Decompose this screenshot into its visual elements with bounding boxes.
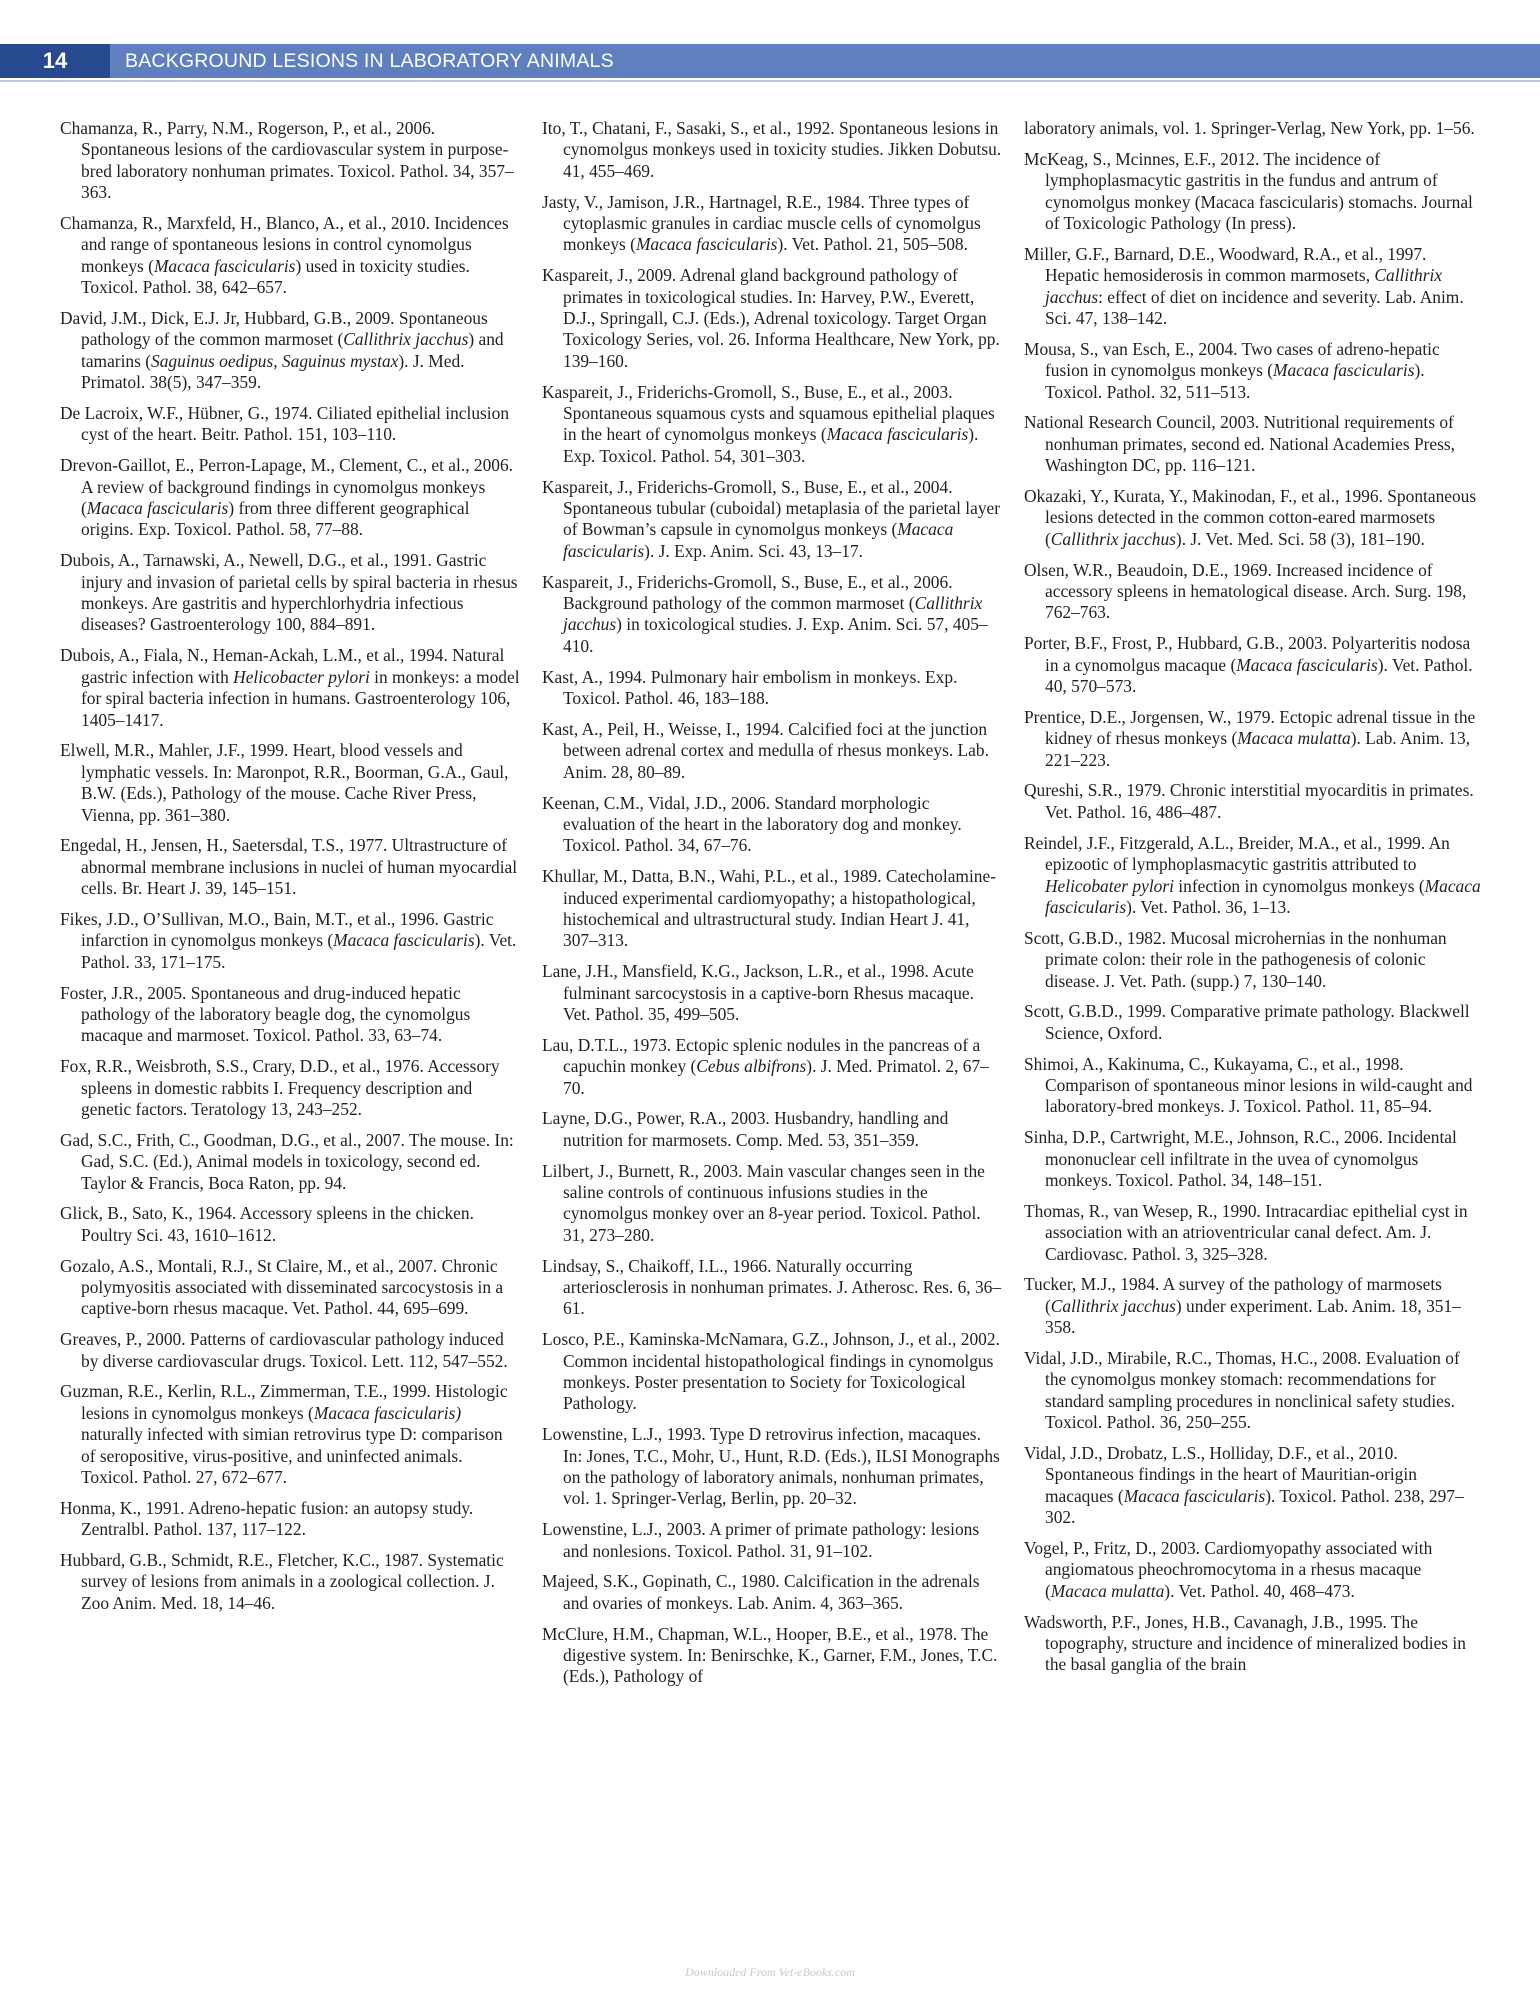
reference-entry: Vidal, J.D., Mirabile, R.C., Thomas, H.C., 2008. Evaluation of the cynomolgus monkey stomach: recommendations for standard sampling procedures in nonclinical safety studies. Toxicol. Pathol. 36, 250–255.	[1024, 1347, 1460, 1433]
running-header	[0, 44, 1540, 78]
header-divider	[0, 80, 1540, 82]
reference-entry: Greaves, P., 2000. Patterns of cardiovascular pathology induced by diverse cardiovascular drugs. Toxicol. Lett. 112, 547–552.	[60, 1329, 508, 1371]
reference-entry: Vogel, P., Fritz, D., 2003. Cardiomyopathy associated with angiomatous pheochromocytoma in a rhesus macaque (Macaca mulatta). Vet. Pathol. 40, 468–473.	[1024, 1537, 1433, 1601]
reference-entry: Engedal, H., Jensen, H., Saetersdal, T.S., 1977. Ultrastructure of abnormal membrane inclusions in nuclei of human myocardial cells. Br. Heart J. 39, 145–151.	[60, 835, 518, 899]
references-column-2	[542, 118, 1002, 1697]
reference-entry: Kaspareit, J., Friderichs-Gromoll, S., Buse, E., et al., 2003. Spontaneous squamous cysts and squamous epithelial plaques in the heart of cynomolgus monkeys (Macaca fascicularis). Exp. Toxicol. Pathol. 54, 301–303.	[542, 381, 995, 466]
reference-entry: Honma, K., 1991. Adreno-hepatic fusion: an autopsy study. Zentralbl. Pathol. 137, 117–122.	[60, 1497, 474, 1540]
reference-entry: laboratory animals, vol. 1. Springer-Verlag, New York, pp. 1–56.	[1024, 118, 1475, 138]
reference-entry: Miller, G.F., Barnard, D.E., Woodward, R.A., et al., 1997. Hepatic hemosiderosis in common marmosets, Callithrix jacchus: effect of diet on incidence and severity. Lab. Anim. Sci. 47, 138–142.	[1024, 243, 1464, 329]
reference-entry: Drevon-Gaillot, E., Perron-Lapage, M., Clement, C., et al., 2006. A review of background findings in cynomolgus monkeys (Macaca fascicularis) from three different geographical origins. Exp. Toxicol. Pathol. 58, 77–88.	[60, 455, 514, 540]
reference-entry: Dubois, A., Tarnawski, A., Newell, D.G., et al., 1991. Gastric injury and invasion of parietal cells by spiral bacteria in rhesus monkeys. Are gastritis and hyperchlorhydria infectious diseases? Gastroenterology 100, 884–891.	[60, 550, 518, 635]
reference-entry: Fikes, J.D., O’Sullivan, M.O., Bain, M.T., et al., 1996. Gastric infarction in cynomolgus monkeys (Macaca fascicularis). Vet. Pathol. 33, 171–175.	[60, 908, 517, 972]
reference-entry: Dubois, A., Fiala, N., Heman-Ackah, L.M., et al., 1994. Natural gastric infection with Helicobacter pylori in monkeys: a model for spiral bacteria infection in humans. Gastroenterology 106, 1405–1417.	[60, 645, 520, 730]
reference-entry: McClure, H.M., Chapman, W.L., Hooper, B.E., et al., 1978. The digestive system. In: Benirschke, K., Garner, F.M., Jones, T.C. (Eds.), Pathology of	[542, 1623, 998, 1687]
references-column-1	[60, 118, 520, 1624]
reference-entry: Shimoi, A., Kakinuma, C., Kukayama, C., et al., 1998. Comparison of spontaneous minor lesions in wild-caught and laboratory-bred monkeys. J. Toxicol. Pathol. 11, 85–94.	[1024, 1053, 1473, 1117]
reference-entry: Ito, T., Chatani, F., Sasaki, S., et al., 1992. Spontaneous lesions in cynomolgus monkeys used in toxicity studies. Jikken Dobutsu. 41, 455–469.	[542, 118, 1002, 181]
reference-entry: Majeed, S.K., Gopinath, C., 1980. Calcification in the adrenals and ovaries of monkeys. Lab. Anim. 4, 363–365.	[542, 1571, 980, 1613]
reference-entry: Tucker, M.J., 1984. A survey of the pathology of marmosets (Callithrix jacchus) under experiment. Lab. Anim. 18, 351–358.	[1024, 1274, 1461, 1338]
reference-entry: Jasty, V., Jamison, J.R., Hartnagel, R.E., 1984. Three types of cytoplasmic granules in cardiac muscle cells of cynomolgus monkeys (Macaca fascicularis). Vet. Pathol. 21, 505–508.	[542, 191, 981, 255]
reference-entry: Mousa, S., van Esch, E., 2004. Two cases of adreno-hepatic fusion in cynomolgus monkeys (Macaca fascicularis). Toxicol. Pathol. 32, 511–513.	[1024, 338, 1440, 402]
reference-entry: Lau, D.T.L., 1973. Ectopic splenic nodules in the pancreas of a capuchin monkey (Cebus albifrons). J. Med. Primatol. 2, 67–70.	[542, 1034, 989, 1098]
reference-entry: Kaspareit, J., Friderichs-Gromoll, S., Buse, E., et al., 2004. Spontaneous tubular (cuboidal) metaplasia of the parietal layer of Bowman’s capsule in cynomolgus monkeys (Macaca fascicularis). J. Exp. Anim. Sci. 43, 13–17.	[542, 476, 1001, 561]
reference-entry: Wadsworth, P.F., Jones, H.B., Cavanagh, J.B., 1995. The topography, structure and incidence of mineralized bodies in the basal ganglia of the brain	[1024, 1611, 1466, 1675]
reference-entry: McKeag, S., Mcinnes, E.F., 2012. The incidence of lymphoplasmacytic gastritis in the fundus and antrum of cynomolgus monkey (Macaca fascicularis) stomachs. Journal of Toxicologic Pathology (In press).	[1024, 148, 1473, 234]
running-title: BACKGROUND LESIONS IN LABORATORY ANIMALS	[125, 50, 614, 72]
reference-entry: De Lacroix, W.F., Hübner, G., 1974. Ciliated epithelial inclusion cyst of the heart. Beitr. Pathol. 151, 103–110.	[60, 403, 510, 445]
reference-entry: Guzman, R.E., Kerlin, R.L., Zimmerman, T.E., 1999. Histologic lesions in cynomolgus monkeys (Macaca fascicularis) naturally infected with simian retrovirus type D: comparison of seropositive, virus-positive, and uninfected animals. Toxicol. Pathol. 27, 672–677.	[60, 1381, 508, 1487]
reference-entry: Losco, P.E., Kaminska-McNamara, G.Z., Johnson, J., et al., 2002. Common incidental histopathological findings in cynomolgus monkeys. Poster presentation to Society for Toxicological Pathology.	[542, 1329, 1000, 1414]
reference-entry: Keenan, C.M., Vidal, J.D., 2006. Standard morphologic evaluation of the heart in the laboratory dog and monkey. Toxicol. Pathol. 34, 67–76.	[542, 792, 962, 856]
reference-entry: Thomas, R., van Wesep, R., 1990. Intracardiac epithelial cyst in association with an atrioventricular canal defect. Am. J. Cardiovasc. Pathol. 3, 325–328.	[1024, 1200, 1468, 1264]
download-watermark: Downloaded From Vet-eBooks.com	[685, 1965, 855, 1979]
reference-entry: Lane, J.H., Mansfield, K.G., Jackson, L.R., et al., 1998. Acute fulminant sarcocystosis in a captive-born Rhesus macaque. Vet. Pathol. 35, 499–505.	[542, 961, 974, 1024]
reference-entry: Elwell, M.R., Mahler, J.F., 1999. Heart, blood vessels and lymphatic vessels. In: Maronpot, R.R., Boorman, G.A., Gaul, B.W. (Eds.), Pathology of the mouse. Cache River Press, Vienna, pp. 361–380.	[60, 740, 509, 825]
reference-entry: Prentice, D.E., Jorgensen, W., 1979. Ectopic adrenal tissue in the kidney of rhesus monkeys (Macaca mulatta). Lab. Anim. 13, 221–223.	[1024, 706, 1476, 770]
reference-entry: Reindel, J.F., Fitzgerald, A.L., Breider, M.A., et al., 1999. An epizootic of lymphoplasmacytic gastritis attributed to Helicobater pylori infection in cynomolgus monkeys (Macaca fascicularis). Vet. Pathol. 36, 1–13.	[1024, 832, 1481, 917]
reference-entry: Scott, G.B.D., 1982. Mucosal microhernias in the nonhuman primate colon: their role in the pathogenesis of colonic disease. J. Vet. Path. (supp.) 7, 130–140.	[1024, 927, 1447, 991]
reference-entry: Lowenstine, L.J., 1993. Type D retrovirus infection, macaques. In: Jones, T.C., Mohr, U., Hunt, R.D. (Eds.), ILSI Monographs on the pathology of laboratory animals, nonhuman primates, vol. 1. Springer-Verlag, Berlin, pp. 20–32.	[542, 1424, 1000, 1509]
reference-entry: Hubbard, G.B., Schmidt, R.E., Fletcher, K.C., 1987. Systematic survey of lesions from animals in a zoological collection. J. Zoo Anim. Med. 18, 14–46.	[60, 1550, 504, 1613]
reference-entry: Chamanza, R., Parry, N.M., Rogerson, P., et al., 2006. Spontaneous lesions of the cardiovascular system in purpose-bred laboratory nonhuman primates. Toxicol. Pathol. 34, 357–363.	[60, 118, 514, 203]
reference-entry: Kaspareit, J., Friderichs-Gromoll, S., Buse, E., et al., 2006. Background pathology of the common marmoset (Callithrix jacchus) in toxicological studies. J. Exp. Anim. Sci. 57, 405–410.	[542, 571, 988, 656]
reference-entry: Scott, G.B.D., 1999. Comparative primate pathology. Blackwell Science, Oxford.	[1024, 1001, 1470, 1043]
reference-entry: Okazaki, Y., Kurata, Y., Makinodan, F., et al., 1996. Spontaneous lesions detected in the common cotton-eared marmosets (Callithrix jacchus). J. Vet. Med. Sci. 58 (3), 181–190.	[1024, 486, 1477, 549]
reference-entry: Lowenstine, L.J., 2003. A primer of primate pathology: lesions and nonlesions. Toxicol. Pathol. 31, 91–102.	[542, 1519, 980, 1561]
reference-entry: Gozalo, A.S., Montali, R.J., St Claire, M., et al., 2007. Chronic polymyositis associated with disseminated sarcocystosis in a captive-born rhesus macaque. Vet. Pathol. 44, 695–699.	[60, 1255, 504, 1319]
reference-entry: David, J.M., Dick, E.J. Jr, Hubbard, G.B., 2009. Spontaneous pathology of the common marmoset (Callithrix jacchus) and tamarins (Saguinus oedipus, Saguinus mystax). J. Med. Primatol. 38(5), 347–359.	[60, 308, 504, 393]
reference-entry: Foster, J.R., 2005. Spontaneous and drug-induced hepatic pathology of the laboratory beagle dog, the cynomolgus macaque and marmoset. Toxicol. Pathol. 33, 63–74.	[60, 982, 471, 1046]
reference-entry: Porter, B.F., Frost, P., Hubbard, G.B., 2003. Polyarteritis nodosa in a cynomolgus macaque (Macaca fascicularis). Vet. Pathol. 40, 570–573.	[1024, 633, 1473, 697]
reference-entry: Khullar, M., Datta, B.N., Wahi, P.L., et al., 1989. Catecholamine-induced experimental cardiomyopathy; a histopathological, histochemical and ultrastructural study. Indian Heart J. 41, 307–313.	[542, 866, 996, 951]
reference-entry: Chamanza, R., Marxfeld, H., Blanco, A., et al., 2010. Incidences and range of spontaneous lesions in control cynomolgus monkeys (Macaca fascicularis) used in toxicity studies. Toxicol. Pathol. 38, 642–657.	[60, 213, 509, 298]
reference-entry: Sinha, D.P., Cartwright, M.E., Johnson, R.C., 2006. Incidental mononuclear cell infiltrate in the uvea of cynomolgus monkeys. Toxicol. Pathol. 34, 148–151.	[1024, 1127, 1457, 1190]
references-column-3	[1024, 118, 1484, 1685]
reference-entry: Lindsay, S., Chaikoff, I.L., 1966. Naturally occurring arteriosclerosis in nonhuman primates. J. Atherosc. Res. 6, 36–61.	[542, 1255, 1002, 1319]
reference-entry: Layne, D.G., Power, R.A., 2003. Husbandry, handling and nutrition for marmosets. Comp. Med. 53, 351–359.	[542, 1108, 949, 1150]
reference-entry: Kast, A., 1994. Pulmonary hair embolism in monkeys. Exp. Toxicol. Pathol. 46, 183–188.	[542, 666, 958, 709]
reference-entry: Fox, R.R., Weisbroth, S.S., Crary, D.D., et al., 1976. Accessory spleens in domestic rabbits I. Frequency description and genetic factors. Teratology 13, 243–252.	[60, 1056, 500, 1119]
reference-entry: National Research Council, 2003. Nutritional requirements of nonhuman primates, second ed. National Academies Press, Washington DC, pp. 116–121.	[1024, 412, 1456, 476]
reference-entry: Gad, S.C., Frith, C., Goodman, D.G., et al., 2007. The mouse. In: Gad, S.C. (Ed.), Animal models in toxicology, second ed. Taylor & Francis, Boca Raton, pp. 94.	[60, 1129, 514, 1193]
reference-entry: Qureshi, S.R., 1979. Chronic interstitial myocarditis in primates. Vet. Pathol. 16, 486–487.	[1024, 780, 1474, 822]
reference-entry: Glick, B., Sato, K., 1964. Accessory spleens in the chicken. Poultry Sci. 43, 1610–1612.	[60, 1203, 474, 1245]
reference-entry: Kaspareit, J., 2009. Adrenal gland background pathology of primates in toxicological studies. In: Harvey, P.W., Everett, D.J., Springall, C.J. (Eds.), Adrenal toxicology. Target Organ Toxicology Series, vol. 26. Informa Healthcare, New York, pp. 139–160.	[542, 265, 1000, 371]
reference-entry: Lilbert, J., Burnett, R., 2003. Main vascular changes seen in the saline controls of continuous infusions studies in the cynomolgus monkey over an 8-year period. Toxicol. Pathol. 31, 273–280.	[542, 1160, 985, 1245]
reference-entry: Olsen, W.R., Beaudoin, D.E., 1969. Increased incidence of accessory spleens in hematological disease. Arch. Surg. 198, 762–763.	[1024, 559, 1467, 623]
page-number: 14	[0, 44, 110, 78]
reference-entry: Kast, A., Peil, H., Weisse, I., 1994. Calcified foci at the junction between adrenal cortex and medulla of rhesus monkeys. Lab. Anim. 28, 80–89.	[542, 718, 989, 782]
reference-entry: Vidal, J.D., Drobatz, L.S., Holliday, D.F., et al., 2010. Spontaneous findings in the heart of Mauritian-origin macaques (Macaca fascicularis). Toxicol. Pathol. 238, 297–302.	[1024, 1442, 1464, 1528]
